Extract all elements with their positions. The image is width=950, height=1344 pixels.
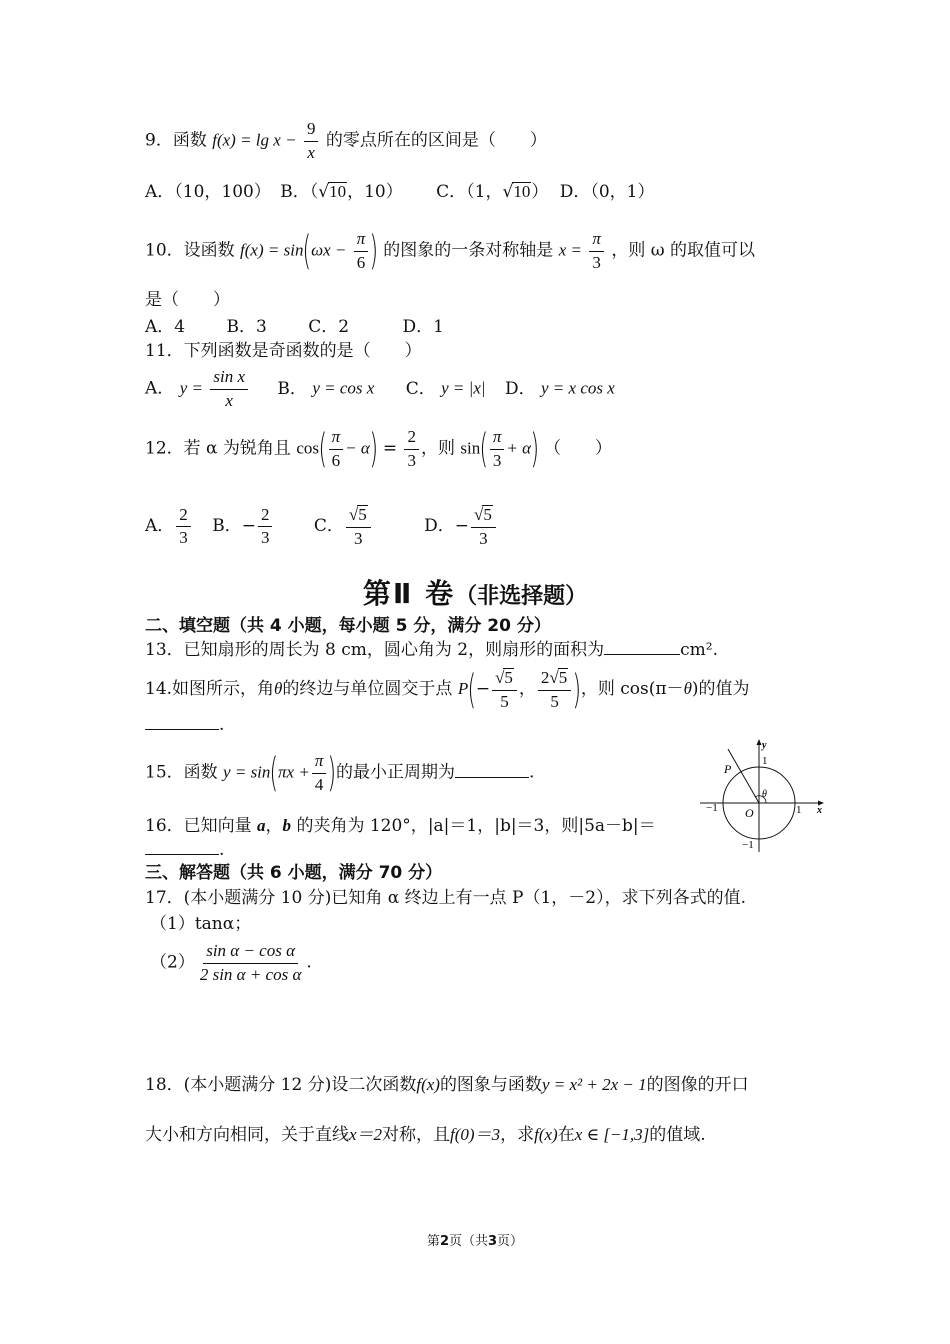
q17-part-1: （1）tanα； [150, 914, 252, 934]
q10-option-d: D．1 [402, 317, 444, 337]
q9-expr: f(x) = lg x − [212, 130, 297, 150]
section-2-heading: 二、填空题（共 4 小题，每小题 5 分，满分 20 分） [145, 616, 551, 636]
q11-stem: 11．下列函数是奇函数的是（ ） [145, 341, 422, 361]
question-9 [145, 120, 547, 162]
q16-answer-line: . [145, 842, 224, 859]
tick-label-1-right: 1 [796, 804, 802, 816]
q9-stem-post: 的零点所在的区间是（ ） [325, 130, 547, 151]
q10-axis-fraction: $\frac{\pi}{3}$ [589, 230, 604, 272]
q14-answer-line: . [145, 717, 224, 734]
q18-line-1: 18．(本小题满分 12 分)设二次函数f(x)的图象与函数y = x² + 2x − 1的图像的开口 [145, 1075, 749, 1095]
q12-options: A． $\frac{2}{3}$ B．− $\frac{2}{3}$ C． $\frac{√5}{3}$ D．− $\frac{√5}{3}$ [145, 505, 498, 548]
q10-options [145, 319, 444, 336]
q9-option-b: B．（√10，10） [280, 182, 403, 202]
q10-option-a: A．4 [145, 317, 186, 337]
tick-label-neg1-bottom: −1 [742, 839, 754, 851]
section-3-heading: 三、解答题（共 6 小题，满分 70 分） [145, 863, 443, 883]
q10-line2: 是（ ） [145, 290, 230, 310]
tick-label-1-top: 1 [762, 755, 768, 767]
page-footer: 第2页（共3页） [426, 1234, 524, 1249]
q10-option-c: C．2 [308, 317, 350, 337]
q11-option-c: y = |x| [441, 378, 486, 398]
q12-option-d: $\frac{√5}{3}$ [471, 505, 496, 548]
question-13: 13．已知扇形的周长为 8 cm，圆心角为 2，则扇形的面积为 cm². [145, 640, 718, 660]
tick-label-neg1-left: −1 [706, 802, 718, 814]
q12-option-c: $\frac{√5}{3}$ [346, 505, 371, 548]
q10-expr: f(x) = sin [240, 240, 304, 260]
q10-stem: 10．设函数 [145, 240, 235, 261]
q11-option-d: y = x cos x [541, 378, 615, 398]
q9-stem: 9．函数 [145, 130, 207, 151]
x-axis-label: x [817, 805, 822, 816]
q9-option-a: A．（10，100） [145, 182, 271, 202]
q13-blank[interactable] [604, 654, 680, 655]
question-12: 12．若 α 为锐角且 cos( $\frac{\pi}{6}$ − α) = $\frac{2}{3}$ ，则 sin( $\frac{\pi}{3}$ + α) （ ） [145, 426, 613, 473]
q17-part-2: （2） $\frac{\text{sin α − cos α}}{\text{2 sin α + cos α}}$ . [150, 941, 312, 984]
q15-blank[interactable] [455, 777, 529, 778]
q9-options [145, 182, 655, 201]
question-14: 14.如图所示，角θ的终边与单位圆交于点 P(− $\frac{√5}{5}$ ， $\frac{2√5}{5}$ )，则 cos(π－θ)的值为 [145, 666, 750, 713]
q9-option-d: D．（0，1） [559, 182, 655, 202]
q10-fraction: $\frac{\pi}{6}$ [354, 230, 369, 272]
q14-blank[interactable] [145, 729, 219, 730]
origin-label: O [745, 806, 754, 820]
q11-options: A． y = $\frac{\text{sin x}}{x}$ B． y = cos x C． y = |x| D． y = x cos x [145, 367, 615, 410]
question-15: 15．函数 y = sin(πx + $\frac{\pi}{4}$ )的最小正周期为 . [145, 750, 535, 797]
q11-option-b: y = cos x [312, 378, 375, 398]
q18-line-2: 大小和方向相同，关于直线x＝2对称，且f(0)＝3，求f(x)在x ∈ [−1,3]的值域. [145, 1125, 706, 1145]
q11-option-a-fraction: $\frac{\text{sin x}}{x}$ [210, 368, 248, 410]
unit-circle-figure [700, 736, 830, 854]
q9-fraction: $\frac{9}{x}$ [304, 120, 319, 162]
point-p-label: P [724, 762, 732, 776]
q12-option-b: $\frac{2}{3}$ [258, 506, 273, 548]
q16-blank[interactable] [145, 854, 219, 855]
q10-option-b: B．3 [226, 317, 267, 337]
part-2-title: 第Ⅱ 卷（非选择题） [362, 577, 588, 610]
question-16: 16．已知向量 a，b 的夹角为 120°，|a|＝1，|b|＝3，则|5a－b|＝ [145, 816, 656, 836]
y-axis-label: y [762, 740, 767, 751]
q12-option-a: $\frac{2}{3}$ [176, 506, 191, 548]
q9-option-c: C．（1，√10） [436, 182, 549, 202]
question-10: 10．设函数 f(x) = sin(ωx − $\frac{\pi}{6}$ ) 的图象的一条对称轴是 x = $\frac{\pi}{3}$ ，则 ω 的取值可以 [145, 228, 755, 275]
terminal-side [728, 749, 759, 803]
theta-label: θ [762, 789, 767, 800]
q17-stem: 17．(本小题满分 10 分)已知角 α 终边上有一点 P（1，－2），求下列各式的值. [145, 888, 747, 908]
